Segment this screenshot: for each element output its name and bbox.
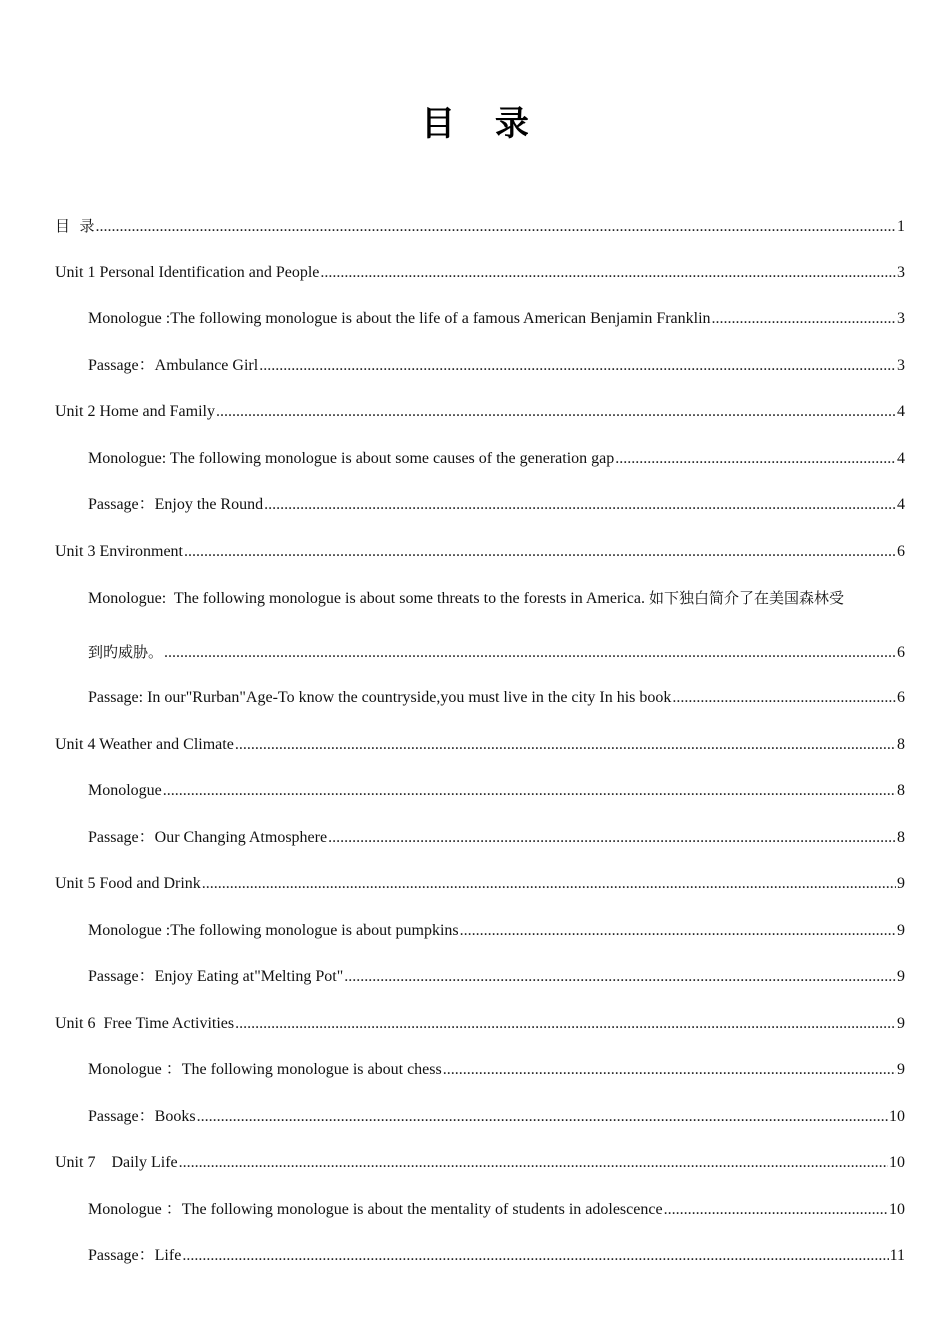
dot-leader (344, 967, 896, 987)
toc-entry-unit-3[interactable] (55, 534, 905, 581)
toc-page-number: 4 (897, 496, 905, 513)
dot-leader (202, 874, 896, 894)
dot-leader (672, 688, 896, 708)
toc-page-number: 9 (897, 921, 905, 939)
toc-entry-unit-1-monologue[interactable] (88, 301, 905, 348)
toc-entry-label: Passage：Life (88, 1247, 182, 1264)
dot-leader (235, 1014, 896, 1034)
toc-page-number: 9 (897, 1014, 905, 1032)
toc-entry-label-en: Monologue: The following monologue is about some threats to the forests in America. (88, 590, 649, 607)
toc-entry-label: Unit 1 Personal Identification and People (55, 263, 320, 281)
dot-leader (96, 217, 896, 237)
toc-page-number: 10 (889, 1107, 905, 1125)
dot-leader (664, 1200, 888, 1220)
toc-entry-label: Monologue: The following monologue is about some causes of the generation gap (88, 449, 615, 467)
toc-entry-unit-1-passage[interactable] (88, 348, 905, 395)
toc-entry-label: Monologue ：The following monologue is about the mentality of students in adolescence (88, 1200, 663, 1218)
toc-page-number: 3 (897, 263, 905, 281)
dot-leader (184, 542, 896, 562)
toc-entry-label: Unit 3 Environment (55, 542, 183, 560)
toc-entry-label: Passage：Books (88, 1107, 196, 1125)
toc-entry-unit-5[interactable] (55, 866, 905, 913)
toc-entry-unit-7-monologue[interactable] (88, 1192, 905, 1239)
toc-entry-unit-6-monologue[interactable] (88, 1052, 905, 1099)
toc-page-number: 3 (897, 356, 905, 374)
toc-page-number: 9 (897, 1061, 905, 1078)
toc-entry-label: Unit 5 Food and Drink (55, 875, 201, 892)
toc-entry-unit-6[interactable] (55, 1006, 905, 1053)
toc-page-number: 4 (897, 403, 905, 420)
toc-page-number: 9 (897, 968, 905, 985)
table-of-contents (0, 208, 950, 1285)
dot-leader (259, 356, 896, 376)
toc-entry-unit-2-monologue[interactable] (88, 441, 905, 488)
toc-entry-unit-2[interactable] (55, 394, 905, 441)
toc-page-number: 4 (897, 449, 905, 467)
dot-leader (615, 449, 896, 469)
toc-entry-label: Monologue ：The following monologue is about chess (88, 1061, 442, 1078)
toc-entry-label-cn-continued: 到旳威胁。 (88, 643, 164, 661)
dot-leader (443, 1060, 896, 1080)
toc-entry-label: Monologue :The following monologue is about pumpkins (88, 921, 459, 939)
toc-entry-label-line-2 (88, 642, 905, 663)
toc-entry-label: 目 录 (55, 217, 95, 235)
toc-page-number: 9 (897, 875, 905, 892)
toc-entry-unit-2-passage[interactable] (88, 487, 905, 534)
toc-page-number: 6 (897, 542, 905, 560)
toc-entry-label: Unit 6 Free Time Activities (55, 1014, 235, 1032)
dot-leader (460, 921, 896, 941)
toc-entry-contents[interactable] (55, 208, 905, 255)
toc-page-number: 11 (889, 1247, 905, 1264)
toc-entry-unit-5-passage[interactable] (88, 959, 905, 1006)
toc-page-number: 8 (897, 735, 905, 753)
dot-leader (182, 1246, 888, 1266)
toc-entry-label: Unit 7 Daily Life (55, 1154, 178, 1171)
toc-entry-label: Passage: In our"Rurban"Age-To know the countryside,you must live in the city In his book (88, 689, 672, 706)
toc-entry-unit-3-passage[interactable] (88, 680, 905, 727)
dot-leader (328, 828, 896, 848)
page-title: 目 录 (421, 104, 543, 144)
dot-leader (164, 643, 896, 663)
toc-page-number: 8 (897, 782, 905, 799)
toc-page-number: 10 (889, 1154, 905, 1171)
dot-leader (216, 402, 896, 422)
toc-entry-label: Passage：Our Changing Atmosphere (88, 828, 328, 846)
toc-entry-unit-1[interactable] (55, 255, 905, 302)
toc-entry-label: Unit 4 Weather and Climate (55, 735, 234, 753)
dot-leader (179, 1153, 888, 1173)
toc-entry-label: Passage：Enjoy Eating at"Melting Pot" (88, 968, 344, 985)
dot-leader (235, 735, 896, 755)
toc-entry-label: Passage：Ambulance Girl (88, 356, 259, 374)
toc-entry-unit-7[interactable] (55, 1145, 905, 1192)
toc-page-number: 1 (897, 218, 905, 235)
dot-leader (163, 781, 896, 801)
toc-page-number: 3 (897, 310, 905, 327)
toc-entry-label-line-1 (88, 588, 905, 609)
toc-entry-label: Passage：Enjoy the Round (88, 496, 264, 513)
toc-entry-label: Monologue :The following monologue is about the life of a famous American Benjamin Franklin (88, 310, 711, 327)
toc-entry-unit-4-monologue[interactable] (88, 773, 905, 820)
toc-entry-unit-5-monologue[interactable] (88, 913, 905, 960)
dot-leader (264, 495, 896, 515)
toc-page-number: 6 (897, 644, 905, 661)
dot-leader (197, 1107, 888, 1127)
toc-entry-label: Monologue (88, 782, 162, 799)
toc-page-number: 6 (897, 689, 905, 706)
toc-entry-label: Unit 2 Home and Family (55, 403, 215, 420)
toc-page-number: 8 (897, 828, 905, 846)
toc-entry-unit-4-passage[interactable] (88, 820, 905, 867)
toc-entry-unit-3-monologue[interactable] (88, 580, 905, 680)
dot-leader (320, 263, 896, 283)
toc-entry-unit-4[interactable] (55, 727, 905, 774)
toc-entry-unit-7-passage[interactable] (88, 1238, 905, 1285)
dot-leader (712, 309, 896, 329)
toc-entry-unit-6-passage[interactable] (88, 1099, 905, 1146)
toc-entry-label-cn: 如下独白简介了在美国森林受 (648, 589, 844, 607)
toc-page-number: 10 (889, 1200, 905, 1218)
